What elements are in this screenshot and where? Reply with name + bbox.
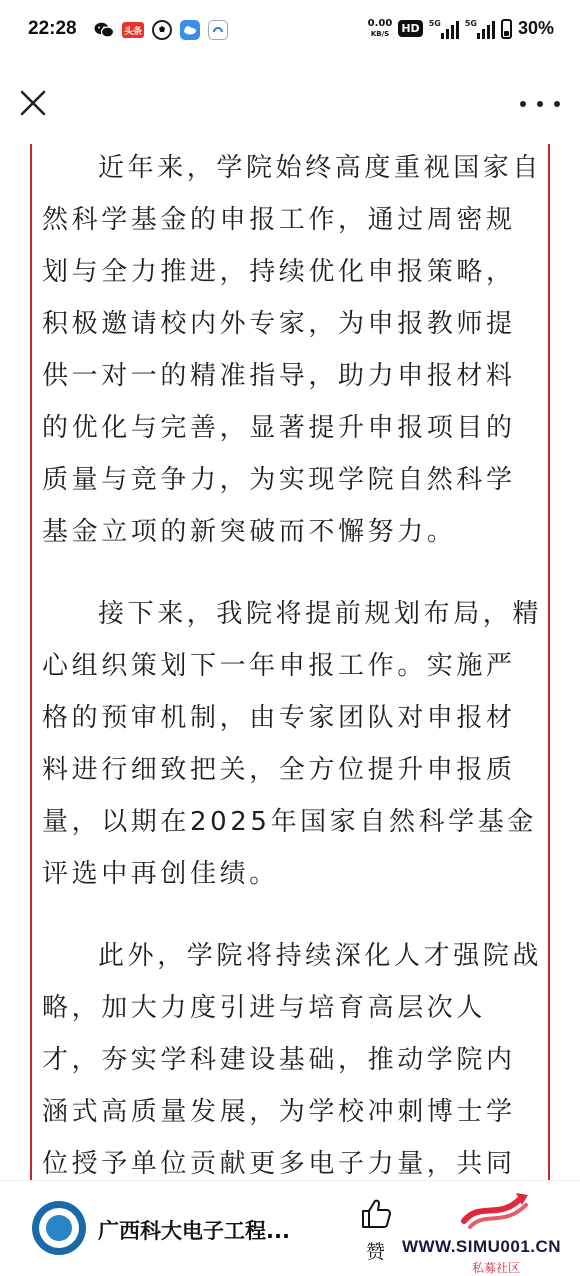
status-bar [0,0,580,64]
article-paragraph: 近年来，学院始终高度重视国家自然科学基金的申报工作，通过周密规划与全力推进，持续优化申报策略，积极邀请校内外专家，为申报教师提供一对一的精准指导，助力申报材料的优化与完善，显著提升申报项目的质量与竞争力，为实现学院自然科学基金立项的新突破而不懈努力。 [42,153,543,547]
weather-icon [180,20,200,40]
account-avatar[interactable] [32,1201,86,1255]
logo-core [46,1215,72,1241]
article-frame [30,144,550,1180]
nav-bar [0,64,580,144]
logo-ring [39,1208,79,1248]
football-icon [152,20,172,40]
bottom-bar [0,1180,580,1276]
signal-icon [429,19,459,39]
more-icon [537,101,543,107]
like-button[interactable] [356,1197,396,1267]
net-speed [368,19,393,39]
system-icons [368,18,554,39]
more-button[interactable] [520,92,560,116]
battery-percent: 30% [517,18,554,38]
account-name[interactable]: 广西科大电子工程... [98,1219,290,1243]
close-icon [16,86,50,120]
article-paragraph: 此外，学院将持续深化人才强院战略，加大力度引进与培育高层次人才，夯实学科建设基础，推动学院内涵式高质量发展，为学校冲刺博士学位授予单位贡献更多电子力量，共同 [42,941,543,1179]
net-speed-unit: KB/S [370,29,390,38]
notification-icons [94,20,228,40]
sim1-network-label: 5G [428,18,441,28]
like-label: 赞 [366,1241,386,1263]
app-icon [208,20,228,40]
wechat-icon [94,22,114,38]
watermark [402,1191,578,1275]
article-body [42,144,542,1180]
more-icon [554,101,560,107]
sim2-network-label: 5G [464,18,477,28]
status-time: 22:28 [28,18,77,39]
article-paragraph: 接下来，我院将提前规划布局，精心组织策划下一年申报工作。实施严格的预审机制，由专家团队对申报材料进行细致把关，全方位提升申报质量，以期在2025年国家自然科学基金评选中再创佳绩。 [42,599,543,889]
close-button[interactable] [16,86,50,120]
net-speed-value: 0.00 [367,17,393,29]
signal-icon [465,19,495,39]
more-icon [520,101,526,107]
watermark-url: WWW.SIMU001.CN [402,1237,562,1256]
battery-icon [501,19,512,39]
toutiao-icon: 头条 [122,22,144,38]
watermark-subtitle: 私募社区 [472,1261,521,1275]
hd-badge: HD [398,20,422,37]
thumbs-up-icon [360,1197,394,1231]
watermark-logo-icon [460,1191,530,1231]
